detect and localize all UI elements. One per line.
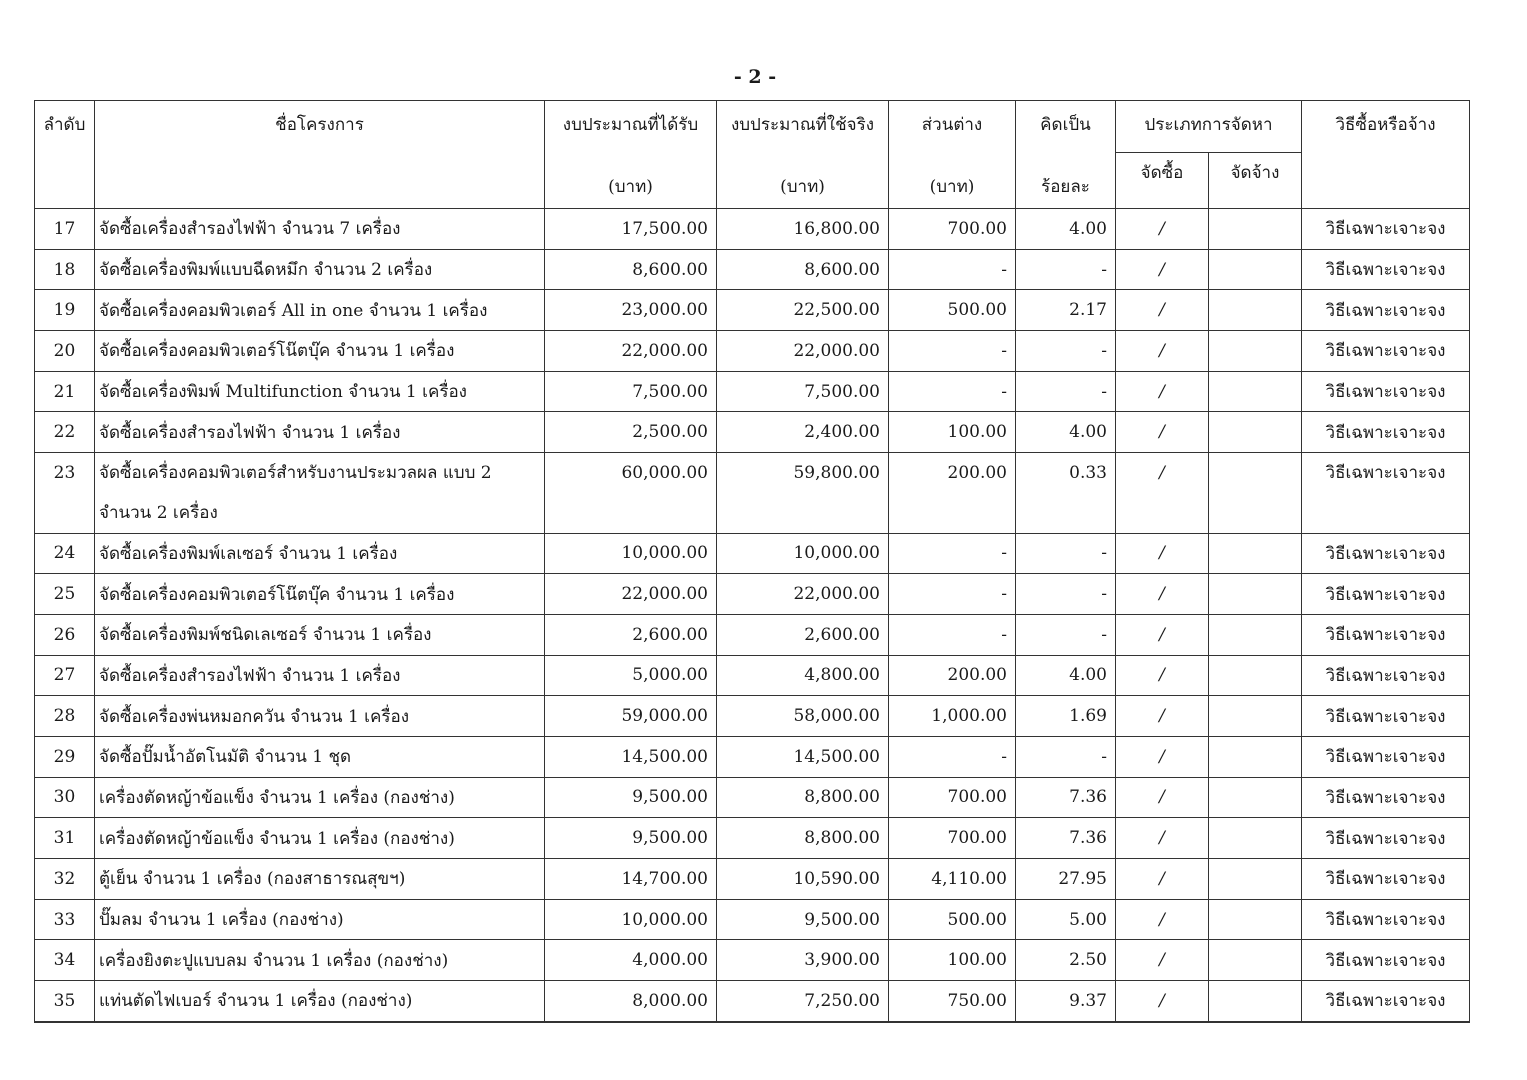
cell-purchase-mark: /: [1116, 209, 1209, 250]
cell-purchase-mark: /: [1116, 412, 1209, 453]
header-budget-spent: งบประมาณที่ใช้จริง: [717, 101, 889, 153]
cell-purchase-mark: /: [1116, 614, 1209, 655]
cell-method: วิธีเฉพาะเจาะจง: [1302, 331, 1470, 372]
table-header: [35, 101, 1470, 209]
cell-percent: 4.00: [1016, 412, 1116, 453]
cell-purchase-mark: /: [1116, 859, 1209, 900]
cell-hire-mark: [1209, 981, 1302, 1022]
cell-percent: -: [1016, 736, 1116, 777]
cell-project-name: จำนวน 2 เครื่อง: [95, 493, 545, 533]
cell-method: วิธีเฉพาะเจาะจง: [1302, 574, 1470, 615]
cell-hire-mark: [1209, 859, 1302, 900]
cell-difference: -: [889, 533, 1016, 574]
cell-hire-mark: [1209, 249, 1302, 290]
cell-budget-spent: 9,500.00: [717, 899, 889, 940]
table-row: [35, 899, 1470, 940]
cell-purchase-mark: /: [1116, 736, 1209, 777]
table-row: [35, 209, 1470, 250]
cell-seq: 32: [35, 859, 95, 900]
cell-project-name: จัดซื้อเครื่องคอมพิวเตอร์สำหรับงานประมวลผล แบบ 2: [95, 453, 545, 493]
cell-percent: -: [1016, 533, 1116, 574]
cell-project-name: แท่นตัดไฟเบอร์ จำนวน 1 เครื่อง (กองช่าง): [95, 981, 545, 1022]
cell-method: วิธีเฉพาะเจาะจง: [1302, 655, 1470, 696]
cell-hire-mark: [1209, 371, 1302, 412]
table-row: [35, 655, 1470, 696]
cell-method: วิธีเฉพาะเจาะจง: [1302, 696, 1470, 737]
header-budget-received-unit: (บาท): [545, 153, 717, 209]
cell-hire-mark: [1209, 899, 1302, 940]
procurement-table: [34, 100, 1470, 1023]
cell-percent: 27.95: [1016, 859, 1116, 900]
cell-budget-spent: 58,000.00: [717, 696, 889, 737]
cell-percent: 4.00: [1016, 655, 1116, 696]
cell-budget-received: 22,000.00: [545, 574, 717, 615]
cell-project-name: จัดซื้อเครื่องคอมพิวเตอร์ All in one จำนวน 1 เครื่อง: [95, 290, 545, 331]
table-row: [35, 453, 1470, 493]
cell-difference: 1,000.00: [889, 696, 1016, 737]
cell-seq: 31: [35, 818, 95, 859]
cell-percent: 7.36: [1016, 777, 1116, 818]
table-row: [35, 412, 1470, 453]
header-purchase: จัดซื้อ: [1116, 153, 1209, 209]
cell-hire-mark: [1209, 777, 1302, 818]
cell-budget-received: 10,000.00: [545, 899, 717, 940]
cell-difference: 700.00: [889, 777, 1016, 818]
cell-purchase-mark: [1116, 493, 1209, 533]
cell-method: วิธีเฉพาะเจาะจง: [1302, 371, 1470, 412]
cell-percent: [1016, 493, 1116, 533]
header-procurement-type: ประเภทการจัดหา: [1116, 101, 1302, 153]
cell-budget-spent: 8,600.00: [717, 249, 889, 290]
table-row: [35, 371, 1470, 412]
cell-project-name: เครื่องตัดหญ้าข้อแข็ง จำนวน 1 เครื่อง (กองช่าง): [95, 818, 545, 859]
cell-difference: 750.00: [889, 981, 1016, 1022]
cell-difference: 100.00: [889, 412, 1016, 453]
cell-budget-spent: 8,800.00: [717, 777, 889, 818]
cell-purchase-mark: /: [1116, 533, 1209, 574]
cell-budget-received: 2,600.00: [545, 614, 717, 655]
cell-project-name: จัดซื้อเครื่องคอมพิวเตอร์โน๊ตบุ๊ค จำนวน 1 เครื่อง: [95, 574, 545, 615]
cell-percent: 4.00: [1016, 209, 1116, 250]
page-number: - 2 -: [733, 66, 777, 88]
cell-purchase-mark: /: [1116, 331, 1209, 372]
cell-difference: 500.00: [889, 290, 1016, 331]
cell-budget-received: 14,700.00: [545, 859, 717, 900]
cell-budget-received: 4,000.00: [545, 940, 717, 981]
cell-purchase-mark: /: [1116, 249, 1209, 290]
cell-project-name: จัดซื้อเครื่องพ่นหมอกควัน จำนวน 1 เครื่อง: [95, 696, 545, 737]
cell-hire-mark: [1209, 412, 1302, 453]
header-budget-received: งบประมาณที่ได้รับ: [545, 101, 717, 153]
header-percent-unit: ร้อยละ: [1016, 153, 1116, 209]
table-body: [35, 209, 1470, 1022]
cell-budget-received: 2,500.00: [545, 412, 717, 453]
cell-budget-spent: 59,800.00: [717, 453, 889, 493]
cell-budget-received: 9,500.00: [545, 818, 717, 859]
cell-method: วิธีเฉพาะเจาะจง: [1302, 290, 1470, 331]
cell-project-name: จัดซื้อเครื่องพิมพ์ชนิดเลเซอร์ จำนวน 1 เครื่อง: [95, 614, 545, 655]
cell-seq: [35, 493, 95, 533]
cell-seq: 27: [35, 655, 95, 696]
cell-hire-mark: [1209, 331, 1302, 372]
cell-project-name: ปั๊มลม จำนวน 1 เครื่อง (กองช่าง): [95, 899, 545, 940]
cell-difference: 500.00: [889, 899, 1016, 940]
cell-percent: 2.17: [1016, 290, 1116, 331]
cell-hire-mark: [1209, 655, 1302, 696]
cell-difference: -: [889, 371, 1016, 412]
cell-project-name: จัดซื้อเครื่องพิมพ์แบบฉีดหมึก จำนวน 2 เครื่อง: [95, 249, 545, 290]
table-row: [35, 940, 1470, 981]
cell-purchase-mark: /: [1116, 940, 1209, 981]
cell-budget-spent: 7,250.00: [717, 981, 889, 1022]
cell-purchase-mark: /: [1116, 818, 1209, 859]
cell-project-name: เครื่องยิงตะปูแบบลม จำนวน 1 เครื่อง (กองช่าง): [95, 940, 545, 981]
cell-percent: 7.36: [1016, 818, 1116, 859]
cell-hire-mark: [1209, 940, 1302, 981]
cell-purchase-mark: /: [1116, 290, 1209, 331]
cell-seq: 23: [35, 453, 95, 493]
cell-purchase-mark: /: [1116, 777, 1209, 818]
cell-budget-spent: 4,800.00: [717, 655, 889, 696]
table-row: [35, 777, 1470, 818]
cell-budget-spent: 2,600.00: [717, 614, 889, 655]
cell-seq: 30: [35, 777, 95, 818]
cell-seq: 35: [35, 981, 95, 1022]
cell-budget-received: 8,000.00: [545, 981, 717, 1022]
header-project-name: ชื่อโครงการ: [95, 101, 545, 209]
cell-method: วิธีเฉพาะเจาะจง: [1302, 209, 1470, 250]
cell-method: วิธีเฉพาะเจาะจง: [1302, 614, 1470, 655]
cell-difference: 700.00: [889, 209, 1016, 250]
header-budget-spent-unit: (บาท): [717, 153, 889, 209]
cell-method: [1302, 493, 1470, 533]
cell-hire-mark: [1209, 818, 1302, 859]
cell-project-name: ตู้เย็น จำนวน 1 เครื่อง (กองสาธารณสุขฯ): [95, 859, 545, 900]
cell-difference: 200.00: [889, 655, 1016, 696]
cell-percent: 0.33: [1016, 453, 1116, 493]
cell-seq: 19: [35, 290, 95, 331]
cell-seq: 24: [35, 533, 95, 574]
header-hire: จัดจ้าง: [1209, 153, 1302, 209]
cell-budget-spent: 22,000.00: [717, 574, 889, 615]
cell-method: วิธีเฉพาะเจาะจง: [1302, 899, 1470, 940]
table-row: [35, 696, 1470, 737]
cell-budget-spent: 22,000.00: [717, 331, 889, 372]
cell-seq: 17: [35, 209, 95, 250]
cell-percent: 1.69: [1016, 696, 1116, 737]
cell-purchase-mark: /: [1116, 574, 1209, 615]
cell-percent: 5.00: [1016, 899, 1116, 940]
cell-difference: 100.00: [889, 940, 1016, 981]
table-row: [35, 859, 1470, 900]
cell-project-name: จัดซื้อเครื่องสำรองไฟฟ้า จำนวน 1 เครื่อง: [95, 655, 545, 696]
table-row: [35, 574, 1470, 615]
cell-budget-received: 59,000.00: [545, 696, 717, 737]
cell-hire-mark: [1209, 614, 1302, 655]
cell-difference: -: [889, 614, 1016, 655]
table-row: [35, 614, 1470, 655]
cell-percent: -: [1016, 331, 1116, 372]
header-percent: คิดเป็น: [1016, 101, 1116, 153]
cell-method: วิธีเฉพาะเจาะจง: [1302, 777, 1470, 818]
cell-project-name: จัดซื้อเครื่องสำรองไฟฟ้า จำนวน 7 เครื่อง: [95, 209, 545, 250]
cell-hire-mark: [1209, 290, 1302, 331]
cell-hire-mark: [1209, 209, 1302, 250]
cell-hire-mark: [1209, 696, 1302, 737]
cell-project-name: เครื่องตัดหญ้าข้อแข็ง จำนวน 1 เครื่อง (กองช่าง): [95, 777, 545, 818]
cell-percent: -: [1016, 614, 1116, 655]
cell-method: วิธีเฉพาะเจาะจง: [1302, 981, 1470, 1022]
cell-seq: 28: [35, 696, 95, 737]
table-row: [35, 493, 1470, 533]
cell-purchase-mark: /: [1116, 981, 1209, 1022]
cell-budget-received: 5,000.00: [545, 655, 717, 696]
cell-hire-mark: [1209, 533, 1302, 574]
cell-difference: 4,110.00: [889, 859, 1016, 900]
cell-budget-received: [545, 493, 717, 533]
cell-purchase-mark: /: [1116, 371, 1209, 412]
cell-project-name: จัดซื้อปั๊มน้ำอัตโนมัติ จำนวน 1 ชุด: [95, 736, 545, 777]
cell-percent: -: [1016, 574, 1116, 615]
table-row: [35, 736, 1470, 777]
table-row: [35, 290, 1470, 331]
cell-difference: -: [889, 249, 1016, 290]
cell-budget-spent: 10,000.00: [717, 533, 889, 574]
cell-seq: 26: [35, 614, 95, 655]
table-row: [35, 981, 1470, 1022]
cell-difference: [889, 493, 1016, 533]
cell-seq: 21: [35, 371, 95, 412]
cell-method: วิธีเฉพาะเจาะจง: [1302, 412, 1470, 453]
cell-seq: 25: [35, 574, 95, 615]
cell-budget-received: 10,000.00: [545, 533, 717, 574]
cell-budget-spent: 8,800.00: [717, 818, 889, 859]
header-difference: ส่วนต่าง: [889, 101, 1016, 153]
cell-project-name: จัดซื้อเครื่องสำรองไฟฟ้า จำนวน 1 เครื่อง: [95, 412, 545, 453]
table-row: [35, 533, 1470, 574]
cell-budget-spent: 2,400.00: [717, 412, 889, 453]
cell-seq: 34: [35, 940, 95, 981]
cell-purchase-mark: /: [1116, 655, 1209, 696]
cell-budget-received: 23,000.00: [545, 290, 717, 331]
header-seq: ลำดับ: [35, 101, 95, 209]
cell-budget-received: 22,000.00: [545, 331, 717, 372]
cell-project-name: จัดซื้อเครื่องคอมพิวเตอร์โน๊ตบุ๊ค จำนวน 1 เครื่อง: [95, 331, 545, 372]
cell-budget-received: 9,500.00: [545, 777, 717, 818]
cell-purchase-mark: /: [1116, 899, 1209, 940]
cell-seq: 33: [35, 899, 95, 940]
cell-hire-mark: [1209, 574, 1302, 615]
cell-method: วิธีเฉพาะเจาะจง: [1302, 859, 1470, 900]
cell-method: วิธีเฉพาะเจาะจง: [1302, 736, 1470, 777]
cell-method: วิธีเฉพาะเจาะจง: [1302, 940, 1470, 981]
table-row: [35, 249, 1470, 290]
cell-hire-mark: [1209, 493, 1302, 533]
header-method: วิธีซื้อหรือจ้าง: [1302, 101, 1470, 209]
cell-difference: -: [889, 331, 1016, 372]
header-difference-unit: (บาท): [889, 153, 1016, 209]
cell-difference: -: [889, 736, 1016, 777]
cell-project-name: จัดซื้อเครื่องพิมพ์เลเซอร์ จำนวน 1 เครื่อง: [95, 533, 545, 574]
cell-seq: 22: [35, 412, 95, 453]
cell-budget-spent: 22,500.00: [717, 290, 889, 331]
cell-purchase-mark: /: [1116, 453, 1209, 493]
cell-budget-received: 17,500.00: [545, 209, 717, 250]
table-row: [35, 331, 1470, 372]
cell-percent: 9.37: [1016, 981, 1116, 1022]
cell-hire-mark: [1209, 453, 1302, 493]
cell-budget-spent: 7,500.00: [717, 371, 889, 412]
cell-percent: -: [1016, 371, 1116, 412]
cell-seq: 29: [35, 736, 95, 777]
cell-method: วิธีเฉพาะเจาะจง: [1302, 249, 1470, 290]
cell-purchase-mark: /: [1116, 696, 1209, 737]
cell-method: วิธีเฉพาะเจาะจง: [1302, 818, 1470, 859]
cell-budget-received: 7,500.00: [545, 371, 717, 412]
cell-difference: -: [889, 574, 1016, 615]
cell-budget-received: 8,600.00: [545, 249, 717, 290]
cell-difference: 200.00: [889, 453, 1016, 493]
cell-seq: 20: [35, 331, 95, 372]
cell-budget-received: 14,500.00: [545, 736, 717, 777]
cell-project-name: จัดซื้อเครื่องพิมพ์ Multifunction จำนวน 1 เครื่อง: [95, 371, 545, 412]
cell-budget-spent: 3,900.00: [717, 940, 889, 981]
cell-budget-spent: 14,500.00: [717, 736, 889, 777]
cell-budget-spent: 10,590.00: [717, 859, 889, 900]
cell-percent: -: [1016, 249, 1116, 290]
cell-method: วิธีเฉพาะเจาะจง: [1302, 533, 1470, 574]
cell-difference: 700.00: [889, 818, 1016, 859]
cell-percent: 2.50: [1016, 940, 1116, 981]
cell-method: วิธีเฉพาะเจาะจง: [1302, 453, 1470, 493]
table-row: [35, 818, 1470, 859]
cell-hire-mark: [1209, 736, 1302, 777]
cell-budget-spent: 16,800.00: [717, 209, 889, 250]
cell-budget-received: 60,000.00: [545, 453, 717, 493]
cell-seq: 18: [35, 249, 95, 290]
cell-budget-spent: [717, 493, 889, 533]
